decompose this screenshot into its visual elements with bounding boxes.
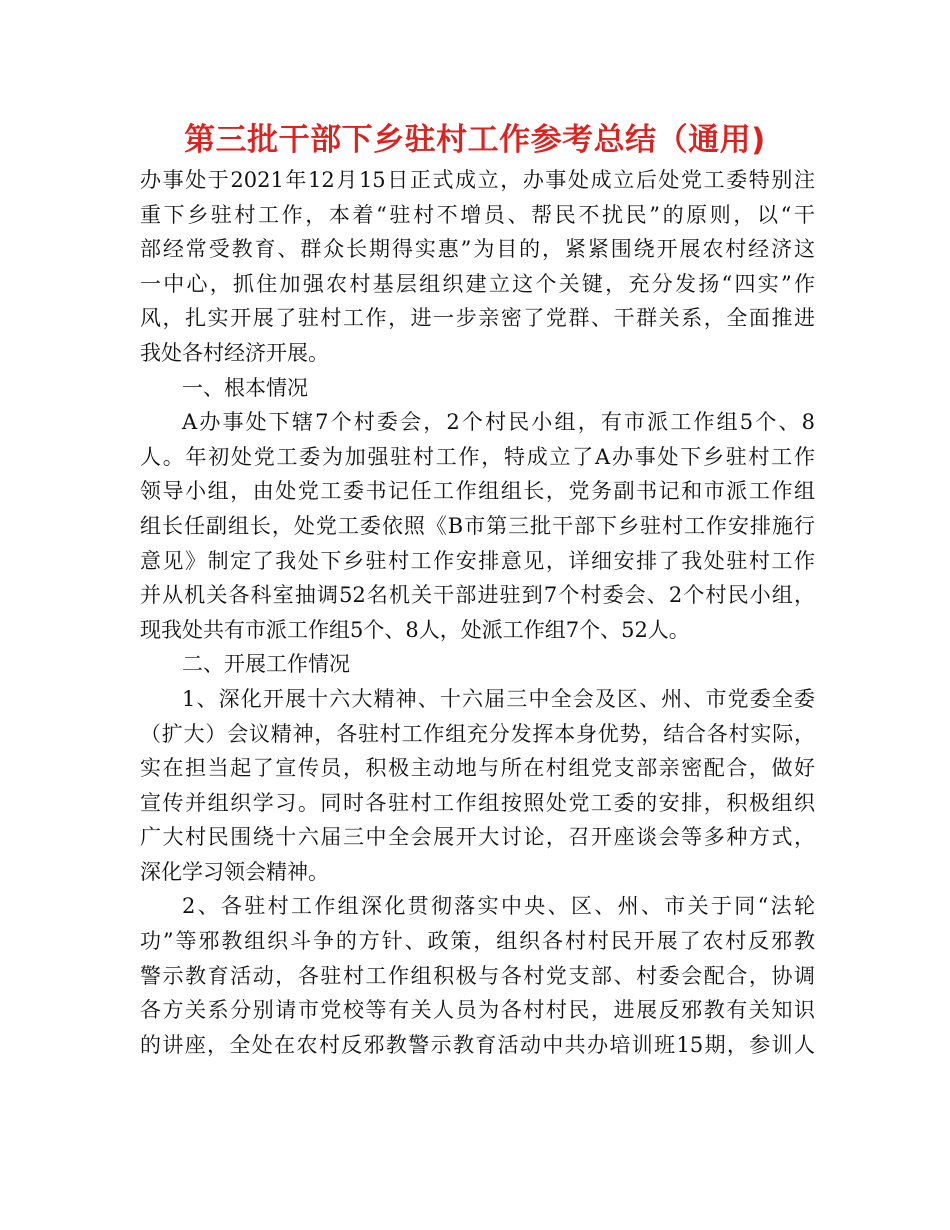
text-line: 部经常受教育、群众长期得实惠”为目的，紧紧围绕开展农村经济这 [140, 237, 815, 262]
text-line: 广大村民围绕十六届三中全会展开大讨论，召开座谈会等多种方式， [140, 825, 815, 850]
text-line: 的讲座，全处在农村反邪教警示教育活动中共办培训班15期，参训人 [140, 1032, 815, 1057]
text-line: 重下乡驻村工作，本着“驻村不增员、帮民不扰民”的原则，以“干 [140, 202, 815, 227]
text-line: 深化学习领会精神。 [140, 859, 329, 884]
text-line: 我处各村经济开展。 [140, 340, 329, 365]
text-line: 风，扎实开展了驻村工作，进一步亲密了党群、干群关系，全面推进 [140, 306, 815, 331]
text-line: 办事处于2021年12月15日正式成立，办事处成立后处党工委特别注 [140, 168, 815, 192]
section-heading: 一、根本情况 [182, 375, 308, 400]
text-line: （扩大）会议精神，各驻村工作组充分发挥本身优势，结合各村实际， [140, 721, 815, 746]
text-line: 1、深化开展十六大精神、十六届三中全会及区、州、市党委全委 [182, 686, 815, 711]
document-body [140, 163, 815, 1062]
text-line: 人。年初处党工委为加强驻村工作，特成立了A办事处下乡驻村工作 [140, 444, 815, 469]
section-heading: 二、开展工作情况 [182, 652, 350, 677]
text-line: 并从机关各科室抽调52名机关干部进驻到7个村委会、2个村民小组， [140, 583, 815, 608]
text-line: 宣传并组织学习。同时各驻村工作组按照处党工委的安排，积极组织 [140, 790, 815, 815]
text-line: 实在担当起了宣传员，积极主动地与所在村组党支部亲密配合，做好 [140, 756, 815, 781]
document-title: 第三批干部下乡驻村工作参考总结（通用) [184, 122, 766, 158]
text-line: 功”等邪教组织斗争的方针、政策，组织各村村民开展了农村反邪教 [140, 929, 815, 954]
text-line: 现我处共有市派工作组5个、8人，处派工作组7个、52人。 [140, 617, 690, 642]
text-line: 领导小组，由处党工委书记任工作组组长，党务副书记和市派工作组 [140, 479, 815, 504]
text-line: 2、各驻村工作组深化贯彻落实中央、区、州、市关于同“法轮 [182, 894, 815, 919]
text-line: 警示教育活动，各驻村工作组积极与各村党支部、村委会配合，协调 [140, 963, 815, 988]
text-line: 组长任副组长，处党工委依照《B市第三批干部下乡驻村工作安排施行 [140, 513, 815, 538]
text-line: 各方关系分别请市党校等有关人员为各村村民，进展反邪教有关知识 [140, 998, 815, 1023]
text-line: 意见》制定了我处下乡驻村工作安排意见，详细安排了我处驻村工作 [140, 548, 815, 573]
text-line: 一中心，抓住加强农村基层组织建立这个关键，充分发扬“四实”作 [140, 271, 815, 296]
text-line: A办事处下辖7个村委会，2个村民小组，有市派工作组5个、8 [182, 410, 815, 435]
